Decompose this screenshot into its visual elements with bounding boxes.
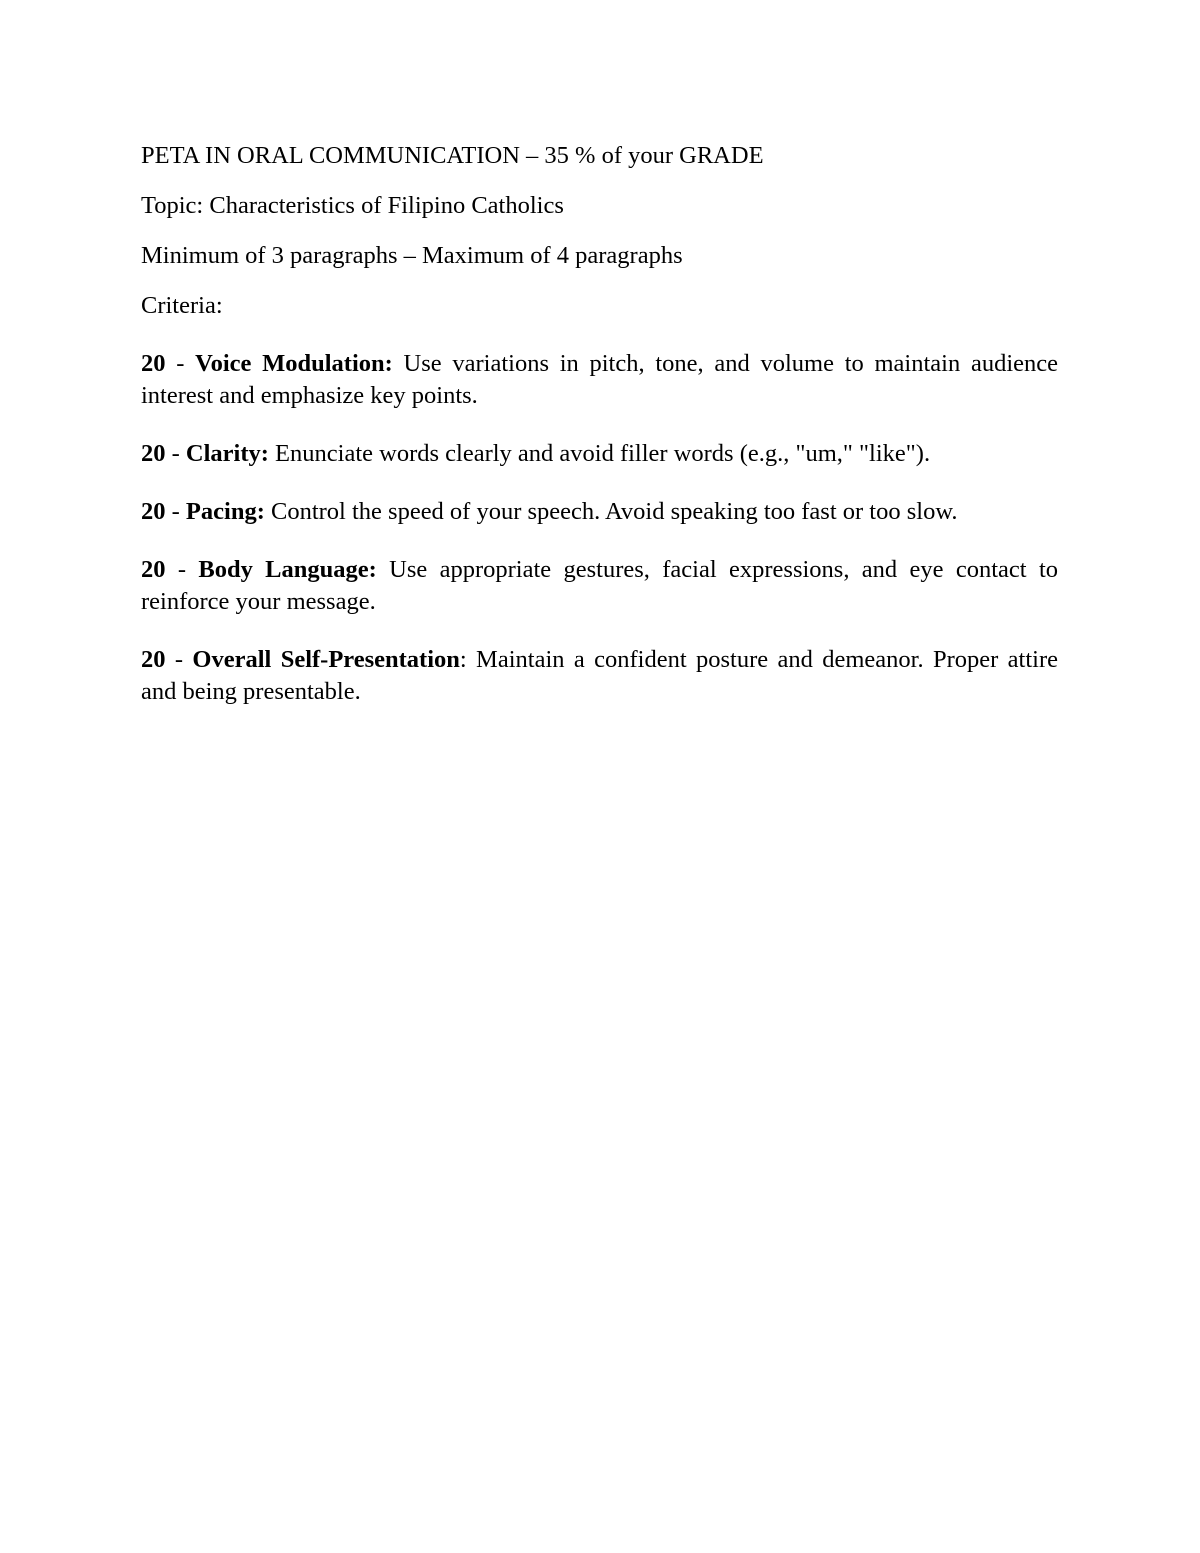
- criterion-separator: -: [165, 646, 193, 673]
- document-title: PETA IN ORAL COMMUNICATION – 35 % of your GRADE: [141, 142, 764, 169]
- document-body: [141, 140, 1058, 734]
- length-requirement: Minimum of 3 paragraphs – Maximum of 4 paragraphs: [141, 242, 683, 269]
- criterion-points: 20: [141, 440, 166, 467]
- criterion-separator: -: [165, 350, 196, 377]
- criterion-name: Pacing:: [185, 498, 265, 525]
- criterion-points: 20: [141, 350, 166, 377]
- criterion-description: Use appropriate gestures, facial expressions, and eye contact to reinforce your message.: [141, 556, 1058, 615]
- criterion-name: Clarity:: [185, 440, 269, 467]
- criteria-heading: Criteria:: [141, 292, 223, 319]
- criterion-points: 20: [141, 646, 166, 673]
- criterion-separator: -: [165, 556, 199, 583]
- criterion-name-suffix: :: [459, 646, 467, 673]
- criterion-body-language: [141, 554, 1058, 618]
- criterion-description: Enunciate words clearly and avoid filler words (e.g., "um," "like").: [268, 440, 931, 467]
- criterion-description: Use variations in pitch, tone, and volume to maintain audience interest and emphasize key points.: [141, 350, 1058, 409]
- criterion-name: Overall Self-Presentation: [192, 646, 460, 673]
- criterion-points: 20: [141, 498, 166, 525]
- criterion-points: 20: [141, 556, 166, 583]
- criterion-separator: -: [165, 440, 186, 467]
- criterion-clarity: [141, 438, 1058, 470]
- criterion-separator: -: [165, 498, 186, 525]
- criterion-description: Maintain a confident posture and demeanor. Proper attire and being presentable.: [141, 646, 1058, 705]
- criterion-overall-self-presentation: [141, 644, 1058, 708]
- criterion-description: Control the speed of your speech. Avoid speaking too fast or too slow.: [264, 498, 958, 525]
- criterion-name: Voice Modulation:: [195, 350, 393, 377]
- criterion-pacing: [141, 496, 1058, 528]
- topic-line: Topic: Characteristics of Filipino Catholics: [141, 192, 564, 219]
- criterion-name: Body Language:: [198, 556, 377, 583]
- criterion-voice-modulation: [141, 348, 1058, 412]
